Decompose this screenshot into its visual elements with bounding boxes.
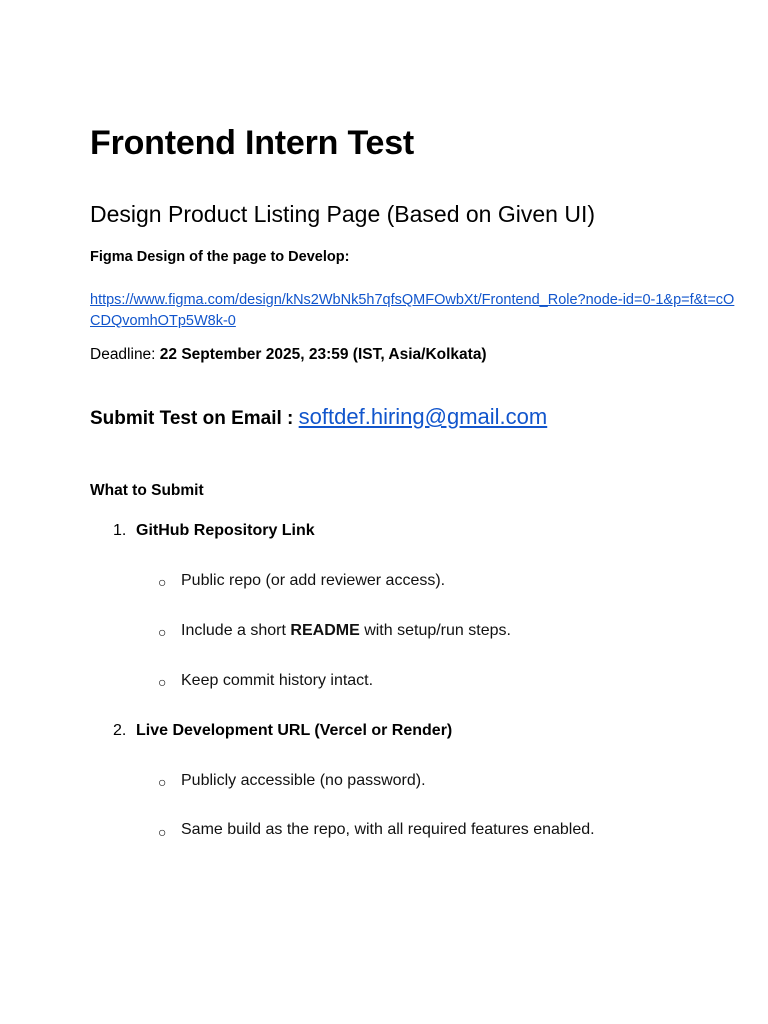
list-item-title-live-url: Live Development URL (Vercel or Render) (136, 722, 453, 739)
subitem-readme-pre: Include a short (181, 622, 291, 639)
figma-design-link[interactable]: https://www.figma.com/design/kNs2WbNk5h7qfsQMFOwbXt/Frontend_Role?node-id=0-1&p=f&t=cOCDQvomhOTp5W8k-0 (90, 292, 735, 329)
submit-email-link[interactable]: softdef.hiring@gmail.com (298, 404, 548, 429)
list-item-number: 1. (113, 522, 127, 539)
subitem-public-repo: Public repo (or add reviewer access). (181, 572, 446, 589)
subitem-same-build: Same build as the repo, with all required features enabled. (181, 821, 595, 838)
submit-label: Submit Test on Email : (90, 408, 299, 429)
hollow-circle-bullet-icon: ○ (158, 824, 167, 840)
deadline-label: Deadline: (90, 346, 160, 363)
subitem-commit-history: Keep commit history intact. (181, 672, 374, 689)
document-subtitle: Design Product Listing Page (Based on Given UI) (90, 201, 595, 227)
what-to-submit-heading: What to Submit (90, 482, 204, 499)
hollow-circle-bullet-icon: ○ (158, 674, 167, 690)
subitem-readme (181, 622, 511, 640)
hollow-circle-bullet-icon: ○ (158, 574, 167, 590)
hollow-circle-bullet-icon: ○ (158, 774, 167, 790)
figma-design-label: Figma Design of the page to Develop: (90, 249, 350, 265)
subitem-readme-post: with setup/run steps. (359, 622, 511, 639)
deadline-line (90, 346, 487, 364)
document-title: Frontend Intern Test (90, 124, 415, 162)
list-item-title-github: GitHub Repository Link (136, 522, 315, 539)
list-item-number: 2. (113, 722, 127, 739)
subitem-publicly-accessible: Publicly accessible (no password). (181, 772, 426, 789)
deadline-value: 22 September 2025, 23:59 (IST, Asia/Kolkata) (159, 346, 487, 363)
subitem-readme-bold: README (290, 622, 360, 639)
hollow-circle-bullet-icon: ○ (158, 624, 167, 640)
submit-email-line (90, 404, 547, 430)
